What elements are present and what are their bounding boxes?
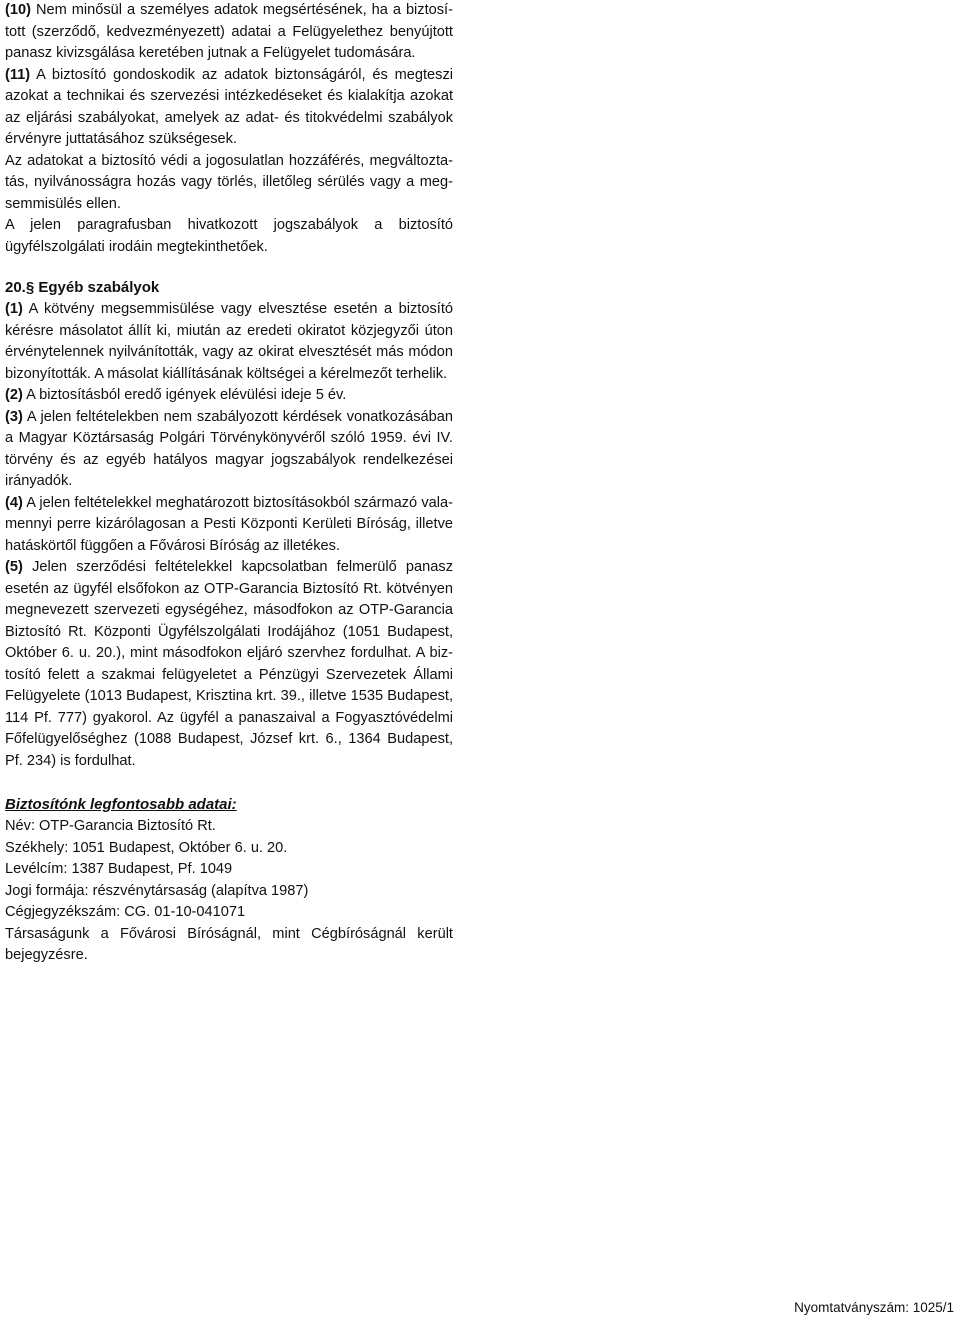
paragraph-number: (11): [5, 66, 31, 83]
paragraph-19-11: [5, 65, 453, 151]
paragraph-text: A kötvény megsemmisülése vagy elvesztése esetén a biztosító kérésre másolatot állít ki, miután az eredeti okiratot közjegyzői úton érvénytelennek nyilvánították, vagy az okirat elvesztését más módon bizonyították. A másolat kiállításának költségei a kérelmezőt terhelik.: [5, 301, 453, 382]
paragraph-20-2: [5, 385, 453, 407]
paragraph-19-data-protection: [5, 151, 453, 216]
paragraph-text: A biztosításból eredő igények elévülési ideje 5 év.: [26, 387, 347, 403]
paragraph-19-laws-reference: [5, 215, 453, 258]
document-column: [5, 0, 453, 967]
company-name: Név: OTP-Garancia Biztosító Rt.: [5, 818, 216, 834]
paragraph-number: (3): [5, 408, 23, 425]
form-number-footer: Nyomtatványszám: 1025/1: [794, 1300, 954, 1315]
company-mailing-address: Levélcím: 1387 Budapest, Pf. 1049: [5, 861, 233, 877]
company-legal-form: Jogi formája: részvénytársaság (alapítva 1987): [5, 882, 309, 899]
paragraph-19-10: [5, 0, 453, 65]
paragraph-text: Jelen szerződési feltételekkel kapcsolatban felmerülő panasz esetén az ügyfél elsőfokon az OTP-Garancia Biztosító Rt. kötvényen megnevezett szervezeti egységéhez, másodfokon az OTP-Garancia Biztosító Rt. Központi Ügyfélszolgálati Irodájához (1051 Budapest, Október 6. u. 20.), mint másodfokon eljáró szervhez fordulhat. A biztosító felett a szakmai felügyeletet a Pénzügyi Szervezetek Állami Felügyelete (1013 Budapest, Krisztina krt. 39., illetve 1535 Budapest, 114 Pf. 777) gyakorol. Az ügyfél a panaszaival a Fogyasztóvédelmi Főfelügyelőséghez (1088 Budapest, József krt. 6., 1364 Budapest, Pf. 234) is fordulhat.: [5, 559, 453, 769]
paragraph-20-4: [5, 493, 453, 558]
paragraph-number: (2): [5, 387, 23, 403]
paragraph-number: (4): [5, 494, 23, 511]
paragraph-number: (5): [5, 559, 23, 575]
paragraph-20-1: [5, 299, 453, 385]
paragraph-text: Az adatokat a biztosító védi a jogosulatlan hozzáférés, megváltoztatás, nyilvánosságra hozás vagy törlés, illetőleg sérülés vagy a megsemmisülés ellen.: [5, 152, 453, 212]
paragraph-number: (10): [5, 2, 31, 18]
company-headquarters: Székhely: 1051 Budapest, Október 6. u. 20.: [5, 839, 288, 856]
paragraph-text: A jelen paragrafusban hivatkozott jogszabályok a biztosító ügyfélszolgálati irodáin megtekinthetőek.: [5, 217, 453, 255]
company-registration-note: Társaságunk a Fővárosi Bíróságnál, mint Cégbíróságnál került bejegyzésre.: [5, 925, 453, 963]
section-20-heading: 20.§ Egyéb szabályok: [5, 279, 160, 296]
section-19-tail: [5, 0, 453, 258]
paragraph-20-5: [5, 557, 453, 772]
company-info: [5, 794, 453, 967]
section-20: [5, 277, 453, 772]
paragraph-text: A jelen feltételekkel meghatározott biztosításokból származó valamennyi perre kizárólagosan a Pesti Központi Kerületi Bíróság, illetve hatáskörtől függően a Fővárosi Bíróság az illetékes.: [5, 494, 454, 554]
company-info-title: Biztosítónk legfontosabb adatai:: [5, 796, 237, 813]
paragraph-text: Nem minősül a személyes adatok megsértésének, ha a biztosított (szerződő, kedvezményezett) adatai a Felügyelethez benyújtott panasz kivizsgálása keretében jutnak a Felügyelet tudomására.: [5, 2, 453, 61]
paragraph-20-3: [5, 407, 453, 493]
paragraph-number: (1): [5, 301, 23, 317]
paragraph-text: A jelen feltételekben nem szabályozott kérdések vonatkozásában a Magyar Köztársaság Polgári Törvénykönyvéről szóló 1959. évi IV. törvény és az egyéb hatályos magyar jogszabályok rendelkezései irányadók.: [5, 408, 453, 489]
company-registry-number: Cégjegyzékszám: CG. 01-10-041071: [5, 904, 246, 920]
paragraph-text: A biztosító gondoskodik az adatok biztonságáról, és megteszi azokat a technikai és szervezési intézkedéseket és kialakítja azokat az eljárási szabályokat, amelyek az adat- és titokvédelmi szabályok érvényre juttatásához szükségesek.: [5, 66, 453, 147]
